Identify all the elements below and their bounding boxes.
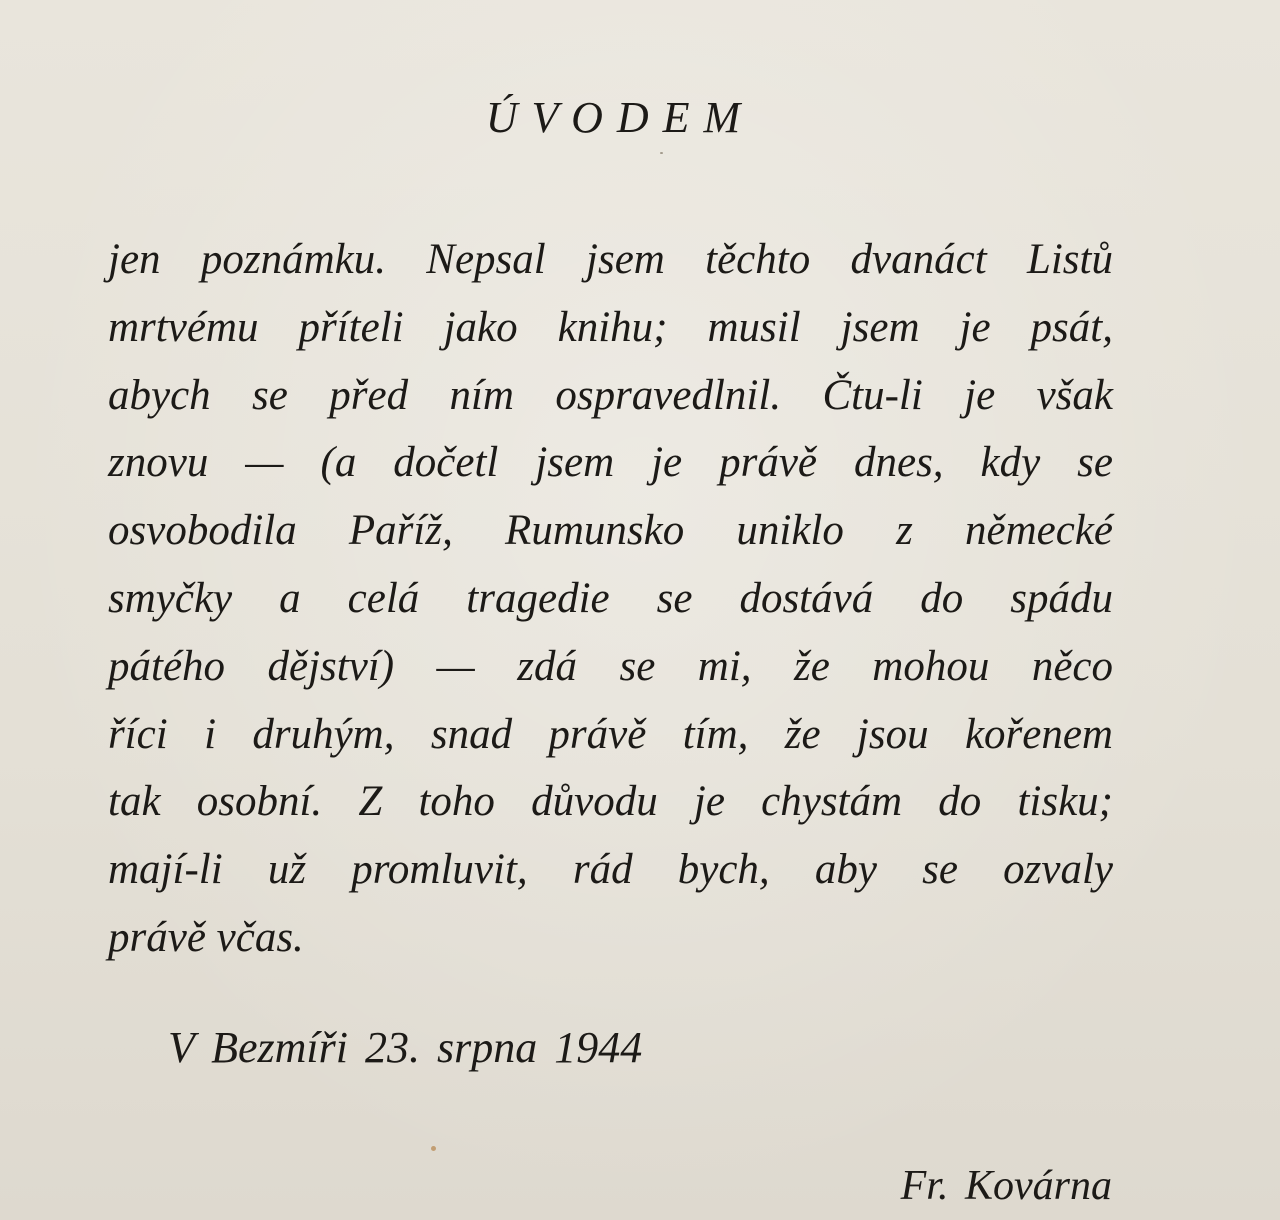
text-line: říci i druhým, snad právě tím, že jsou kořenem — [108, 710, 1113, 758]
text-line: znovu — (a dočetl jsem je právě dnes, kdy se — [108, 439, 1113, 487]
author-signature: Fr. Kovárna — [900, 1163, 1112, 1209]
body-paragraph — [108, 226, 1113, 972]
place-and-date: V Bezmíři 23. srpna 1944 — [168, 1023, 643, 1072]
text-line: pátého dějství) — zdá se mi, že mohou něco — [108, 642, 1113, 690]
text-line: jen poznámku. Nepsal jsem těchto dvanáct Listů — [108, 236, 1113, 283]
text-line: právě včas. — [108, 913, 304, 961]
text-line: tak osobní. Z toho důvodu je chystám do tisku; — [108, 778, 1113, 826]
text-line: mrtvému příteli jako knihu; musil jsem je psát, — [108, 303, 1113, 351]
text-line: abych se před ním ospravedlnil. Čtu-li je však — [108, 371, 1113, 419]
text-line: mají-li už promluvit, rád bych, aby se ozvaly — [108, 846, 1113, 894]
paper-speck — [431, 1146, 436, 1151]
page-heading: ÚVODEM — [485, 93, 755, 142]
text-line: osvobodila Paříž, Rumunsko uniklo z německé — [108, 507, 1113, 555]
text-line: smyčky a celá tragedie se dostává do spádu — [108, 574, 1113, 622]
paper-speck — [660, 152, 663, 154]
